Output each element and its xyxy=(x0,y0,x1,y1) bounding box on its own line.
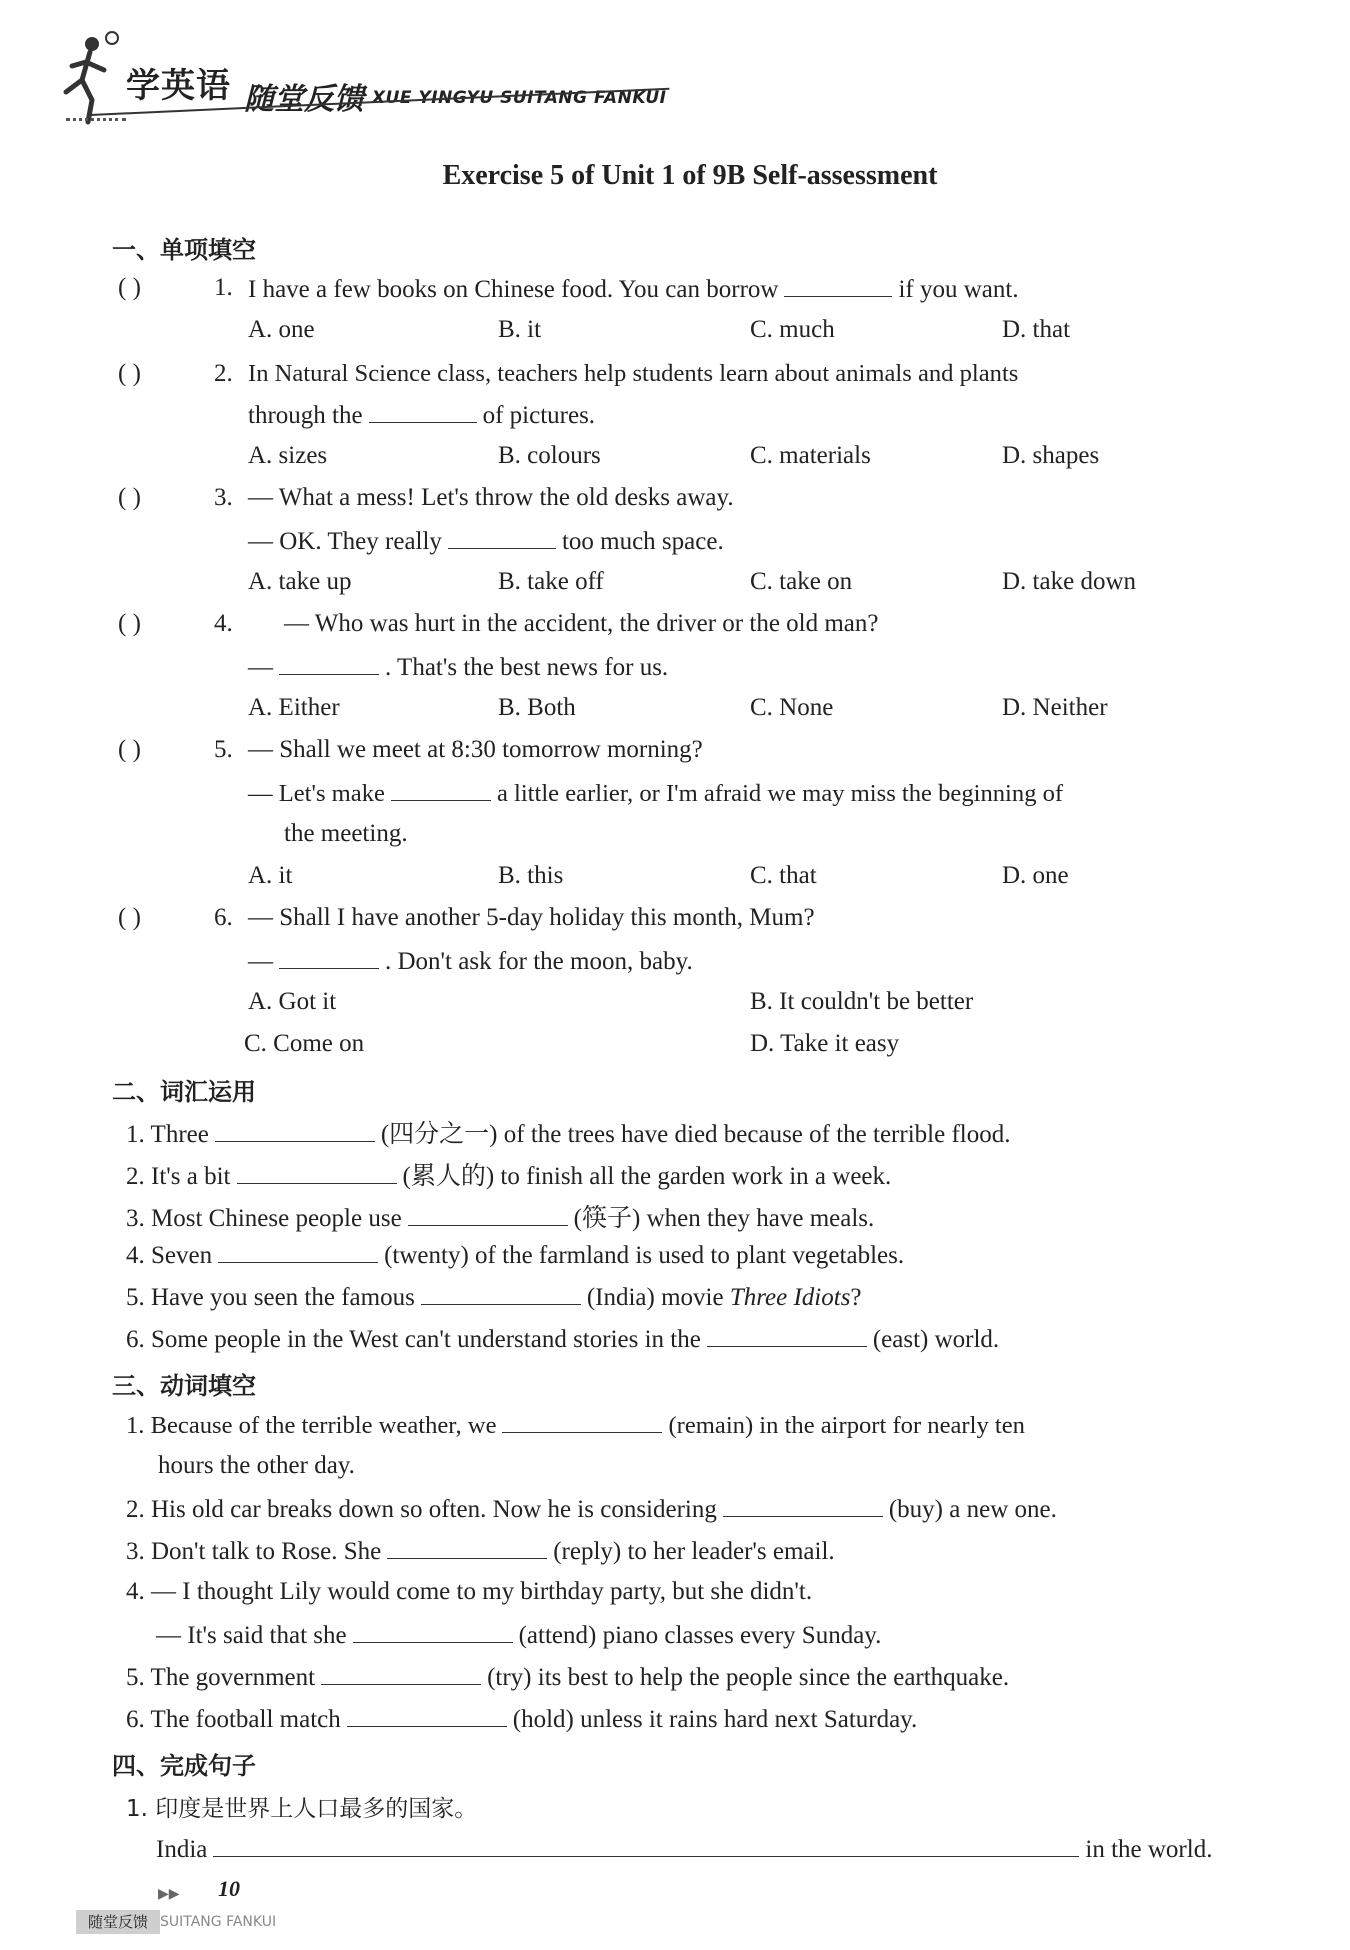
translation-answer xyxy=(156,1834,1212,1864)
exercise-title: Exercise 5 of Unit 1 of 9B Self-assessment xyxy=(442,160,938,191)
question-text xyxy=(248,274,1019,304)
question-number: 2. xyxy=(214,360,233,387)
option-b[interactable]: B. It couldn't be better xyxy=(750,988,974,1015)
verb-text: (try) its best to help the people since the earthquake. xyxy=(487,1664,1010,1691)
answer-paren[interactable]: ( ) xyxy=(118,736,141,763)
option-a[interactable]: A. take up xyxy=(248,568,352,595)
question-text-part: — xyxy=(248,948,273,975)
answer-blank[interactable] xyxy=(237,1161,397,1184)
verb-item-cont: hours the other day. xyxy=(158,1452,355,1479)
answer-blank[interactable] xyxy=(321,1662,481,1685)
verb-text: (remain) in the airport for nearly ten xyxy=(668,1412,1025,1439)
question-number: 1. xyxy=(214,274,233,301)
question-text-part: if you want. xyxy=(898,276,1019,303)
answer-blank[interactable] xyxy=(215,1119,375,1142)
question-text-part: of pictures. xyxy=(482,402,596,429)
verb-item xyxy=(156,1620,881,1650)
option-a[interactable]: A. Got it xyxy=(248,988,337,1015)
question-text: — Who was hurt in the accident, the driver or the old man? xyxy=(284,610,879,637)
footer-pinyin: SUITANG FANKUI xyxy=(160,1914,277,1930)
vocab-text: (累人的) to finish all the garden work in a week. xyxy=(402,1163,892,1190)
verb-item xyxy=(126,1410,1025,1440)
answer-blank[interactable] xyxy=(421,1282,581,1305)
option-d[interactable]: D. one xyxy=(1002,862,1069,889)
answer-paren[interactable]: ( ) xyxy=(118,904,141,931)
header-title: 学英语 xyxy=(126,66,231,106)
verb-text: (buy) a new one. xyxy=(888,1496,1057,1523)
option-b[interactable]: B. this xyxy=(498,862,564,889)
vocab-text: (筷子) when they have meals. xyxy=(573,1205,875,1232)
vocab-text: 5. Have you seen the famous xyxy=(126,1284,415,1311)
vocab-item xyxy=(126,1240,904,1270)
answer-blank[interactable] xyxy=(353,1620,513,1643)
verb-item xyxy=(126,1494,1057,1524)
verb-text: (attend) piano classes every Sunday. xyxy=(518,1622,882,1649)
option-a[interactable]: A. sizes xyxy=(248,442,328,469)
verb-text: 5. The government xyxy=(126,1664,316,1691)
answer-blank[interactable] xyxy=(347,1704,507,1727)
verb-text: 6. The football match xyxy=(126,1706,341,1733)
section-heading-2: 二、词汇运用 xyxy=(112,1078,256,1106)
translation-prompt: 1. 印度是世界上人口最多的国家。 xyxy=(126,1796,478,1822)
vocab-item xyxy=(126,1198,874,1234)
vocab-text: (east) world. xyxy=(872,1326,1000,1353)
option-d[interactable]: D. Neither xyxy=(1002,694,1108,721)
option-c[interactable]: C. materials xyxy=(750,442,871,469)
option-d[interactable]: D. Take it easy xyxy=(750,1030,900,1057)
answer-blank[interactable] xyxy=(279,652,379,675)
question-text xyxy=(248,778,1063,808)
question-text-part: too much space. xyxy=(561,528,724,555)
sentence-end: in the world. xyxy=(1085,1836,1213,1863)
option-c[interactable]: C. much xyxy=(750,316,835,343)
question-number: 3. xyxy=(214,484,233,511)
page-arrows-icon: ▶▶ xyxy=(158,1887,180,1902)
answer-blank[interactable] xyxy=(408,1203,568,1226)
question-text-part: a little earlier, or I'm afraid we may miss the beginning of xyxy=(496,780,1064,807)
vocab-text: 4. Seven xyxy=(126,1242,213,1269)
verb-text: — It's said that she xyxy=(156,1622,347,1649)
answer-blank[interactable] xyxy=(723,1494,883,1517)
sentence-start: India xyxy=(156,1836,208,1863)
vocab-item xyxy=(126,1156,891,1192)
option-a[interactable]: A. Either xyxy=(248,694,340,721)
verb-text: (hold) unless it rains hard next Saturday. xyxy=(512,1706,918,1733)
verb-text: 2. His old car breaks down so often. Now he is considering xyxy=(126,1496,717,1523)
verb-text: 1. Because of the terrible weather, we xyxy=(126,1412,497,1439)
question-text: — Shall we meet at 8:30 tomorrow morning? xyxy=(248,736,703,763)
question-text-part: through the xyxy=(248,402,363,429)
option-b[interactable]: B. Both xyxy=(498,694,576,721)
option-c[interactable]: C. take on xyxy=(750,568,853,595)
question-number: 6. xyxy=(214,904,233,931)
vocab-item xyxy=(126,1114,1010,1150)
question-text xyxy=(248,400,595,430)
verb-item xyxy=(126,1536,835,1566)
answer-blank[interactable] xyxy=(218,1240,378,1263)
answer-paren[interactable]: ( ) xyxy=(118,484,141,511)
question-text-part: — OK. They really xyxy=(248,528,442,555)
verb-item xyxy=(126,1662,1009,1692)
answer-paren[interactable]: ( ) xyxy=(118,274,141,301)
question-text xyxy=(248,652,668,682)
option-d[interactable]: D. take down xyxy=(1002,568,1136,595)
vocab-text: 2. It's a bit xyxy=(126,1163,231,1190)
vocab-text: (twenty) of the farmland is used to plant vegetables. xyxy=(384,1242,905,1269)
option-d[interactable]: D. that xyxy=(1002,316,1071,343)
option-a[interactable]: A. it xyxy=(248,862,293,889)
question-text-part: I have a few books on Chinese food. You can borrow xyxy=(248,276,779,303)
option-d[interactable]: D. shapes xyxy=(1002,442,1100,469)
question-number: 5. xyxy=(214,736,233,763)
question-text: In Natural Science class, teachers help students learn about animals and plants xyxy=(248,360,1019,387)
answer-blank[interactable] xyxy=(369,400,477,423)
header-pinyin: XUE YINGYU SUITANG FANKUI xyxy=(372,88,667,108)
answer-blank[interactable] xyxy=(448,526,556,549)
vocab-text: 6. Some people in the West can't understand stories in the xyxy=(126,1326,701,1353)
section-heading-1: 一、单项填空 xyxy=(112,236,256,264)
verb-text: 3. Don't talk to Rose. She xyxy=(126,1538,382,1565)
option-b[interactable]: B. colours xyxy=(498,442,601,469)
verb-item: 4. — I thought Lily would come to my birthday party, but she didn't. xyxy=(126,1578,813,1605)
answer-blank[interactable] xyxy=(502,1410,662,1433)
vocab-item: 5. Have you seen the famous (India) movie Three Idiots? xyxy=(126,1284,862,1311)
question-text-part: — xyxy=(248,654,273,681)
answer-blank[interactable] xyxy=(387,1536,547,1559)
header-subtitle: 随堂反馈 xyxy=(244,82,364,117)
answer-blank[interactable] xyxy=(391,778,491,801)
vocab-text: 1. Three xyxy=(126,1121,209,1148)
question-text: — What a mess! Let's throw the old desks away. xyxy=(248,484,734,511)
question-text-part: . Don't ask for the moon, baby. xyxy=(385,948,693,975)
option-b[interactable]: B. it xyxy=(498,316,542,343)
answer-paren[interactable]: ( ) xyxy=(118,610,141,637)
vocab-item xyxy=(126,1324,999,1354)
question-text-part: — Let's make xyxy=(248,780,385,807)
option-c[interactable]: C. None xyxy=(750,694,834,721)
footer-label: 随堂反馈 xyxy=(76,1910,160,1934)
header-dots xyxy=(66,118,126,127)
page-number: 10 xyxy=(218,1876,240,1901)
answer-paren[interactable]: ( ) xyxy=(118,360,141,387)
answer-blank[interactable] xyxy=(213,1834,1079,1857)
verb-item xyxy=(126,1704,917,1734)
vocab-text: 3. Most Chinese people use xyxy=(126,1205,402,1232)
option-b[interactable]: B. take off xyxy=(498,568,604,595)
verb-text: (reply) to her leader's email. xyxy=(553,1538,835,1565)
answer-blank[interactable] xyxy=(707,1324,867,1347)
question-number: 4. xyxy=(214,610,233,637)
question-text: — Shall I have another 5-day holiday this month, Mum? xyxy=(248,904,815,931)
section-heading-4: 四、完成句子 xyxy=(112,1752,256,1780)
answer-blank[interactable] xyxy=(279,946,379,969)
question-text xyxy=(248,946,693,976)
movie-title: Three Idiots xyxy=(729,1284,851,1311)
question-text-part: . That's the best news for us. xyxy=(385,654,669,681)
option-c[interactable]: C. that xyxy=(750,862,817,889)
option-c[interactable]: C. Come on xyxy=(244,1030,365,1057)
option-a[interactable]: A. one xyxy=(248,316,315,343)
question-text: the meeting. xyxy=(284,820,408,847)
vocab-text: (India) movie xyxy=(586,1284,724,1311)
question-text xyxy=(248,526,724,556)
answer-blank[interactable] xyxy=(784,274,892,297)
section-heading-3: 三、动词填空 xyxy=(112,1372,256,1400)
vocab-text: (四分之一) of the trees have died because of the terrible flood. xyxy=(380,1121,1011,1148)
